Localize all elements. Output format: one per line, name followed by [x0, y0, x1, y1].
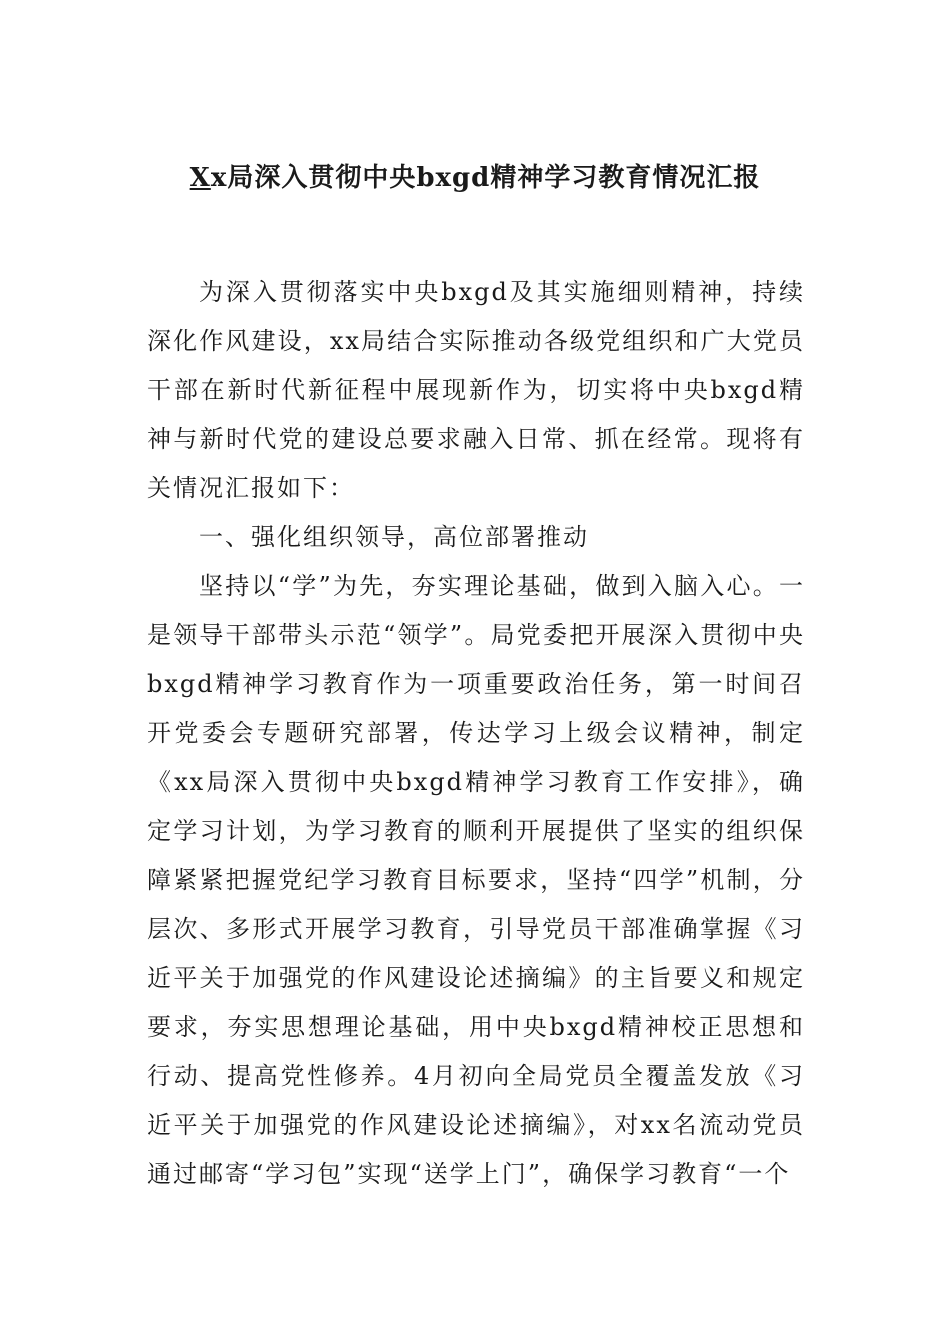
body-paragraph: 坚持以“学”为先，夯实理论基础，做到入脑入心。一是领导干部带头示范“领学”。局党委把开展深入贯彻中央bxgd精神学习教育作为一项重要政治任务，第一时间召开党委会专题研究部署，传达学习上级会议精神，制定《xx局深入贯彻中央bxgd精神学习教育工作安排》，确定学习计划，为学习教育的顺利开展提供了坚实的组织保障紧紧把握党纪学习教育目标要求，坚持“四学”机制，分层次、多形式开展学习教育，引导党员干部准确掌握《习近平关于加强党的作风建设论述摘编》的主旨要义和规定要求，夯实思想理论基础，用中央bxgd精神校正思想和行动、提高党性修养。4月初向全局党员全覆盖发放《习近平关于加强党的作风建设论述摘编》，对xx名流动党员通过邮寄“学习包”实现“送学上门”，确保学习教育“一个 — [147, 572, 805, 1188]
title-first-letter: X — [189, 163, 211, 193]
intro-paragraph: 为深入贯彻落实中央bxgd及其实施细则精神，持续深化作风建设，xx局结合实际推动各级党组织和广大党员干部在新时代新征程中展现新作为，切实将中央bxgd精神与新时代党的建设总要求融入日常、抓在经常。现将有关情况汇报如下： — [147, 278, 805, 502]
document-title — [0, 160, 950, 196]
document-body — [147, 268, 805, 1199]
title-text: x局深入贯彻中央bxgd精神学习教育情况汇报 — [210, 163, 761, 193]
section-heading: 一、强化组织领导，高位部署推动 — [199, 523, 589, 551]
